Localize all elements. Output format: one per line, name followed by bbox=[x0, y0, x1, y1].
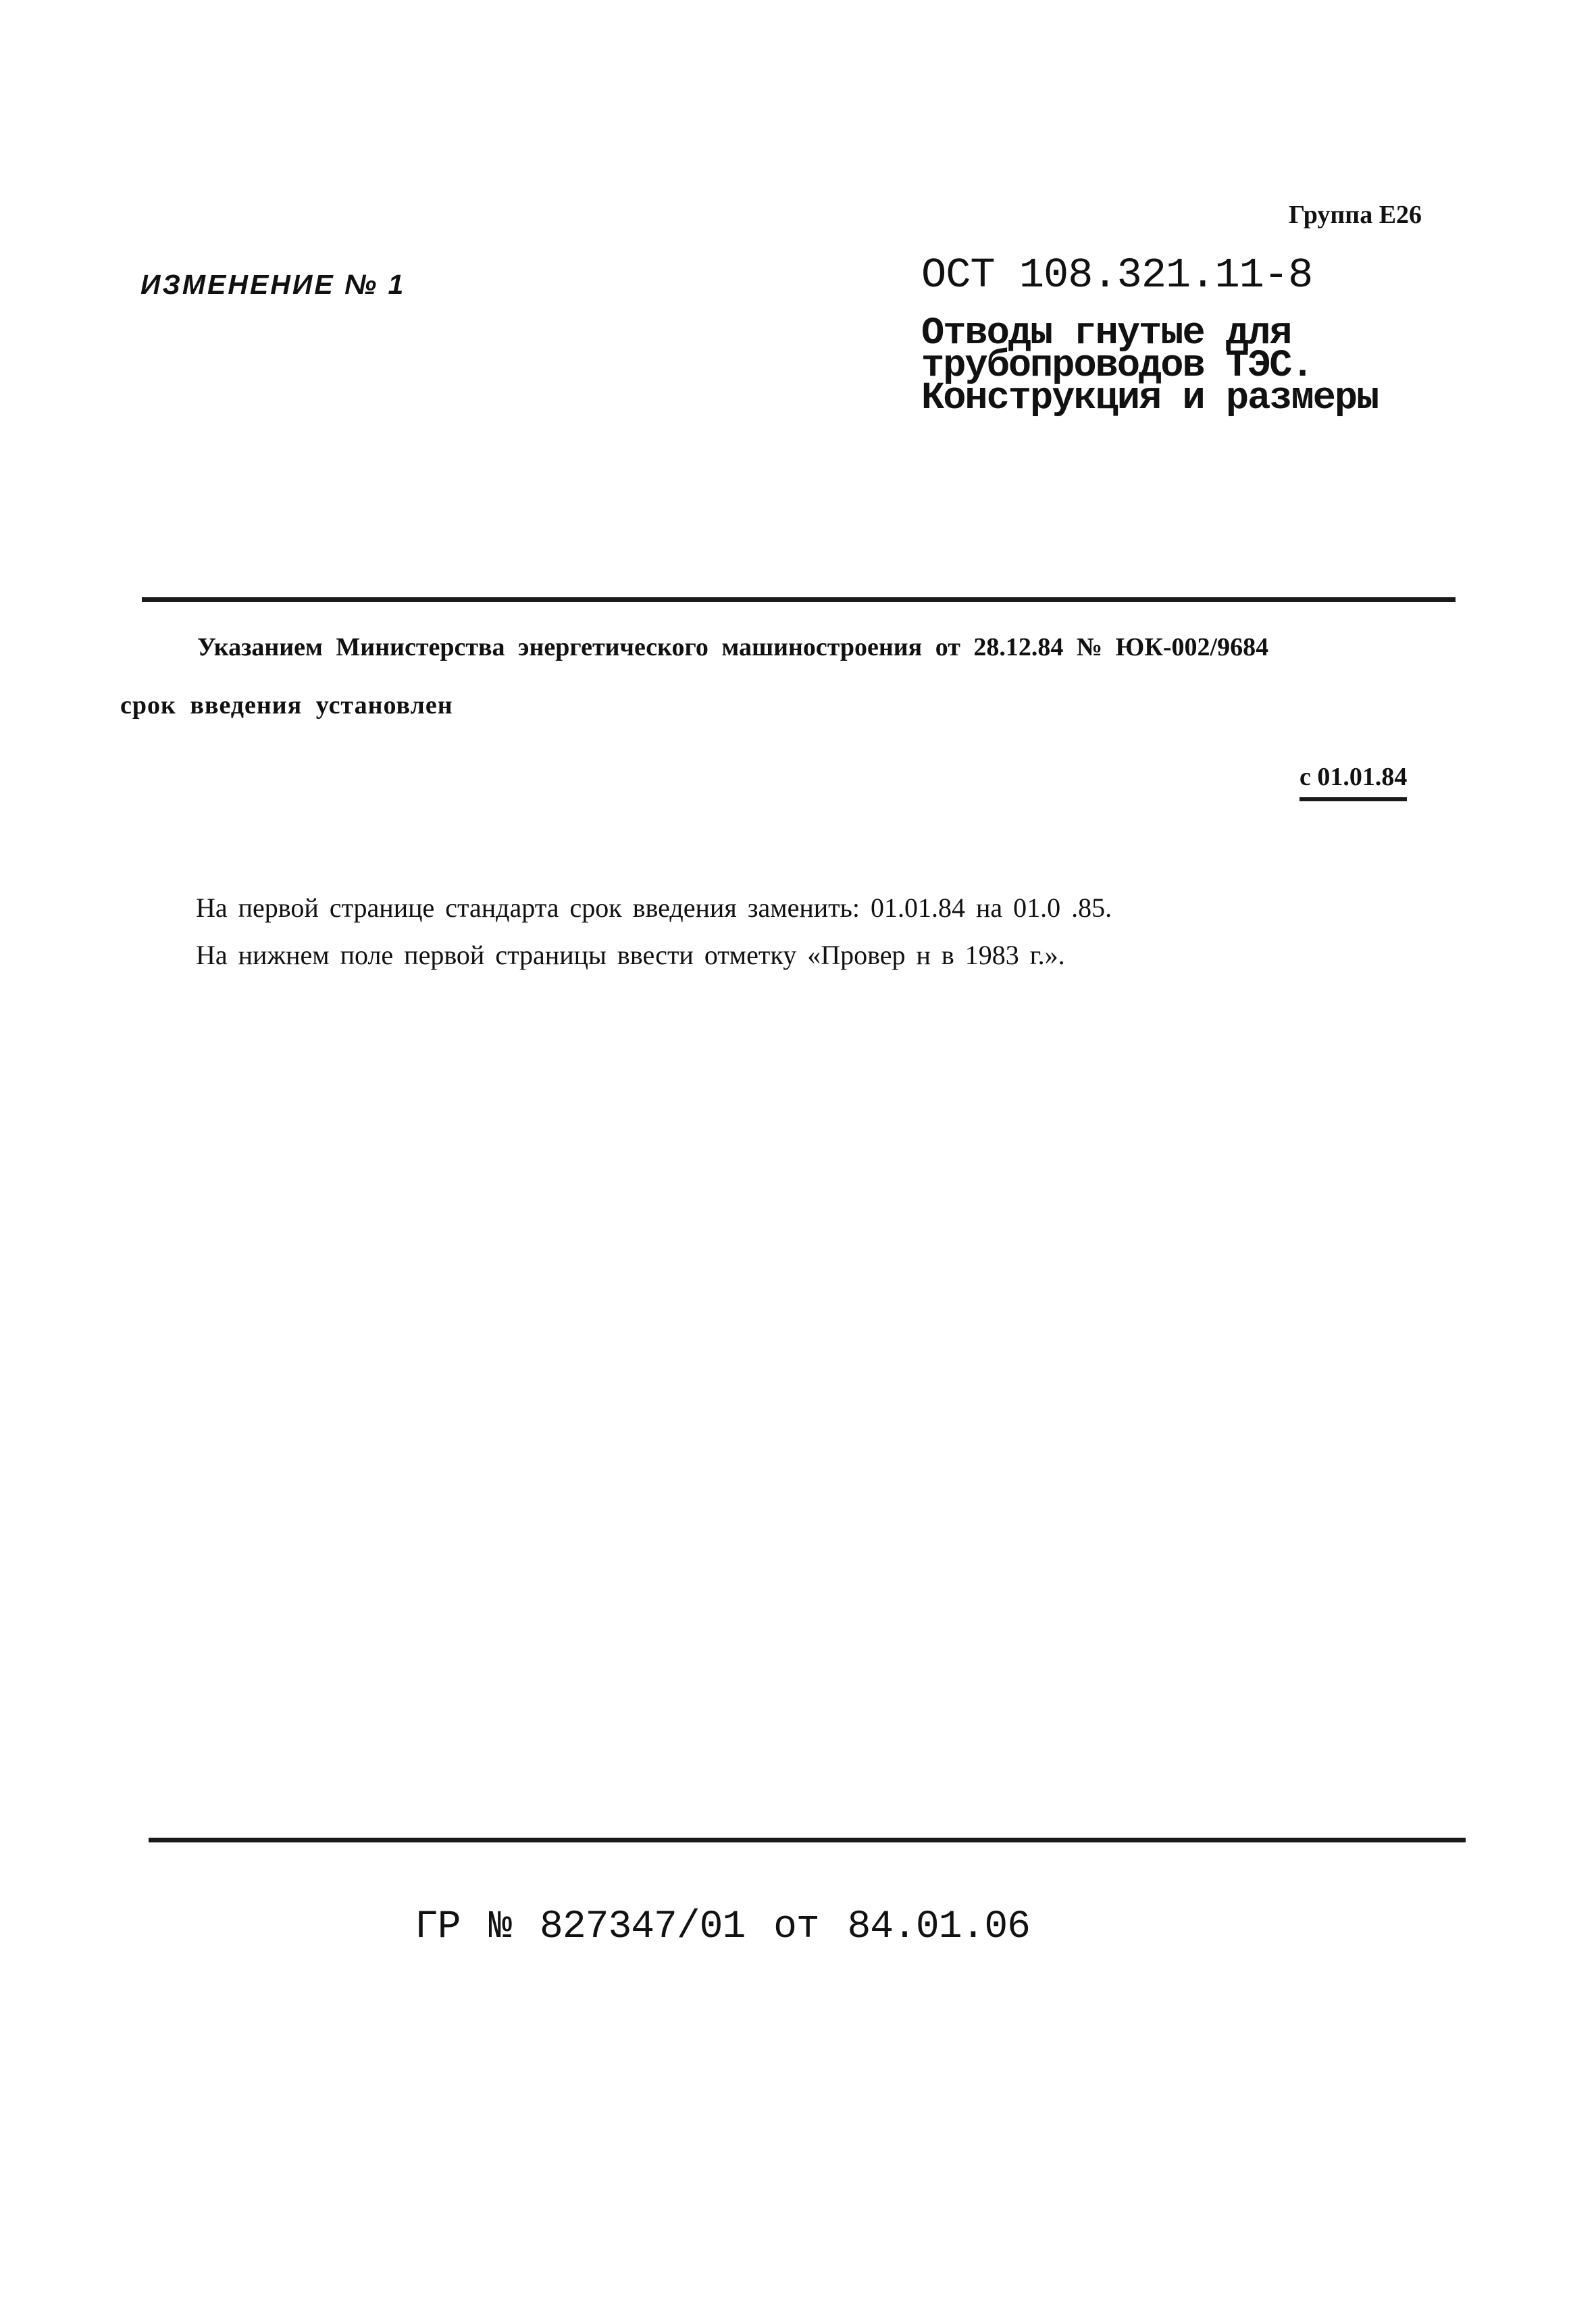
standard-title-line: трубопроводов ТЭС. bbox=[921, 345, 1313, 388]
standard-title-line: Конструкция и размеры bbox=[921, 377, 1379, 420]
instruction-line: На нижнем поле первой страницы ввести отметку «Провер н в 1983 г.». bbox=[196, 940, 1065, 970]
top-divider bbox=[142, 597, 1456, 602]
group-label: Группа Е26 bbox=[1289, 201, 1422, 229]
bottom-divider bbox=[149, 1838, 1466, 1842]
effective-date: с 01.01.84 bbox=[1299, 762, 1407, 801]
change-number-label: ИЗМЕНЕНИЕ № 1 bbox=[140, 269, 406, 300]
instruction-line: На первой странице стандарта срок введения заменить: 01.01.84 на 01.0 .85. bbox=[196, 892, 1112, 923]
registration-number: ГР № 827347/01 от 84.01.06 bbox=[415, 1905, 1030, 1949]
directive-text: Указанием Министерства энергетического машиностроения от 28.12.84 № ЮК-002/9684 bbox=[197, 633, 1269, 661]
directive-text-continued: срок введения установлен bbox=[120, 691, 453, 720]
standard-title-line: Отводы гнутые для bbox=[921, 312, 1291, 355]
standard-code: ОСТ 108.321.11-8 bbox=[921, 251, 1313, 299]
standard-title bbox=[921, 312, 1379, 420]
